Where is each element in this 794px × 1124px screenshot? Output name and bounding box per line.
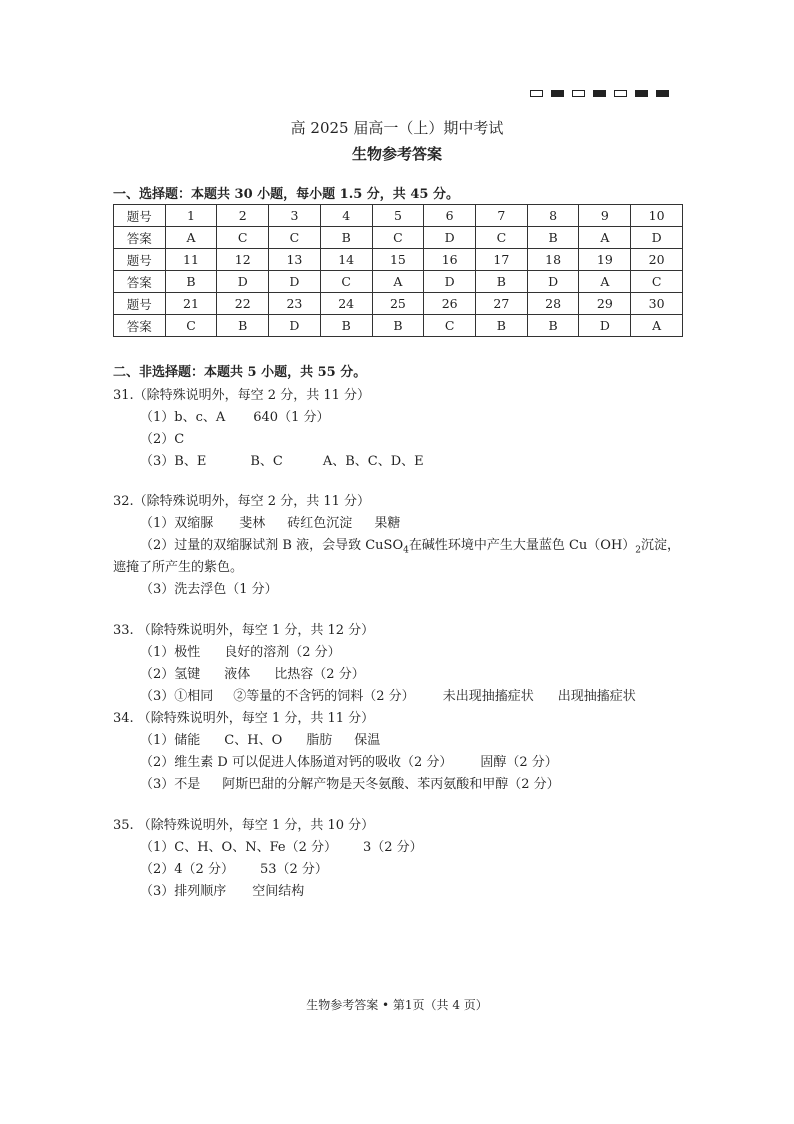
answer-table-cell: C [424, 315, 476, 337]
answer-table-cell: D [424, 227, 476, 249]
answer-table-cell: 20 [631, 249, 683, 271]
q32-title: 32.（除特殊说明外，每空 2 分，共 11 分） [113, 494, 371, 509]
answer-table-cell: 21 [165, 293, 217, 315]
answer-table-cell: 6 [424, 205, 476, 227]
q32-answer-1: （1）双缩脲 斐林 砖红色沉淀 果糖 [140, 516, 401, 531]
answer-table-cell: 30 [631, 293, 683, 315]
answer-table [113, 204, 683, 337]
q31-answer-1: （1）b、c、A 640（1 分） [140, 410, 330, 425]
answer-table-cell: 23 [269, 293, 321, 315]
answer-table-row-header: 题号 [114, 293, 166, 315]
barcode-mark [530, 90, 669, 98]
answer-table-row-header: 答案 [114, 271, 166, 293]
answer-table-row-header: 题号 [114, 249, 166, 271]
q33-answer-2: （2）氢键 液体 比热容（2 分） [140, 667, 365, 682]
answer-table-cell: B [476, 315, 528, 337]
document-subtitle: 生物参考答案 [351, 145, 442, 163]
answer-table-cell: 24 [320, 293, 372, 315]
answer-table-row-header: 答案 [114, 227, 166, 249]
q33-title: 33. （除特殊说明外，每空 1 分，共 12 分） [113, 623, 375, 638]
answer-table-cell: 7 [476, 205, 528, 227]
q34-answer-1: （1）储能 C、H、O 脂肪 保温 [140, 733, 381, 748]
answer-table-cell: C [631, 271, 683, 293]
answer-table-row [114, 271, 683, 293]
q34-answer-2: （2）维生素 D 可以促进人体肠道对钙的吸收（2 分） 固醇（2 分） [140, 755, 558, 770]
q35-answer-1: （1）C、H、O、N、Fe（2 分） 3（2 分） [140, 840, 423, 855]
answer-table-cell: 26 [424, 293, 476, 315]
section2-heading: 二、非选择题：本题共 5 小题，共 55 分。 [113, 365, 367, 380]
answer-table-cell: A [579, 227, 631, 249]
answer-table-cell: 3 [269, 205, 321, 227]
answer-table-cell: D [424, 271, 476, 293]
answer-table-row-header: 题号 [114, 205, 166, 227]
answer-table-cell: B [476, 271, 528, 293]
q35-title: 35. （除特殊说明外，每空 1 分，共 10 分） [113, 818, 375, 833]
q35-answer-3: （3）排列顺序 空间结构 [140, 884, 305, 899]
q33-answer-3: （3）①相同 ②等量的不含钙的饲料（2 分） 未出现抽搐症状 出现抽搐症状 [140, 689, 636, 704]
q32-answer-3: （3）洗去浮色（1 分） [140, 582, 278, 597]
answer-table-cell: 4 [320, 205, 372, 227]
page-footer: 生物参考答案 • 第1页（共 4 页） [306, 998, 488, 1012]
q31-title: 31.（除特殊说明外，每空 2 分，共 11 分） [113, 388, 371, 403]
answer-table-cell: D [527, 271, 579, 293]
answer-table-cell: 8 [527, 205, 579, 227]
answer-table-row [114, 249, 683, 271]
answer-table-cell: 19 [579, 249, 631, 271]
answer-table-cell: D [217, 271, 269, 293]
q33-answer-1: （1）极性 良好的溶剂（2 分） [140, 645, 341, 660]
answer-table-row [114, 315, 683, 337]
answer-table-cell: 16 [424, 249, 476, 271]
answer-table-cell: B [165, 271, 217, 293]
q32-answer-2: （2）过量的双缩脲试剂 B 液，会导致 CuSO$_4$在碱性环境中产生大量蓝色 $Cu(OH)_2$沉淀， [140, 538, 681, 556]
answer-table-cell: 25 [372, 293, 424, 315]
answer-table-cell: D [269, 271, 321, 293]
answer-table-cell: C [165, 315, 217, 337]
answer-table-cell: C [320, 271, 372, 293]
answer-table-cell: 13 [269, 249, 321, 271]
answer-table-cell: 14 [320, 249, 372, 271]
answer-table-cell: C [217, 227, 269, 249]
answer-table-cell: B [320, 227, 372, 249]
q34-title: 34. （除特殊说明外，每空 1 分，共 11 分） [113, 711, 375, 726]
answer-table-cell: 22 [217, 293, 269, 315]
answer-table-row [114, 205, 683, 227]
answer-table-cell: C [372, 227, 424, 249]
answer-table-cell: B [320, 315, 372, 337]
answer-table-cell: 2 [217, 205, 269, 227]
answer-table-cell: A [579, 271, 631, 293]
answer-table-cell: D [579, 315, 631, 337]
answer-table-cell: A [165, 227, 217, 249]
answer-table-cell: B [527, 227, 579, 249]
q34-answer-3: （3）不是 阿斯巴甜的分解产物是天冬氨酸、苯丙氨酸和甲醇（2 分） [140, 777, 560, 792]
answer-table-cell: A [372, 271, 424, 293]
answer-table-cell: D [631, 227, 683, 249]
answer-table-cell: D [269, 315, 321, 337]
answer-table-row-header: 答案 [114, 315, 166, 337]
answer-table-cell: 5 [372, 205, 424, 227]
answer-table-row [114, 293, 683, 315]
answer-table-cell: B [217, 315, 269, 337]
answer-table-cell: A [631, 315, 683, 337]
answer-table-cell: 11 [165, 249, 217, 271]
answer-table-cell: C [269, 227, 321, 249]
answer-table-cell: 17 [476, 249, 528, 271]
q32-answer-2-continued: 遮掩了所产生的紫色。 [113, 560, 244, 575]
answer-table-cell: B [372, 315, 424, 337]
answer-table-cell: 1 [165, 205, 217, 227]
answer-table-cell: 12 [217, 249, 269, 271]
q31-answer-2: （2）C [140, 432, 185, 447]
answer-table-row [114, 227, 683, 249]
answer-table-cell: 10 [631, 205, 683, 227]
answer-table-cell: 15 [372, 249, 424, 271]
answer-table-cell: 9 [579, 205, 631, 227]
document-title: 高 2025 届高一（上）期中考试 [290, 119, 504, 137]
answer-table-cell: 29 [579, 293, 631, 315]
answer-table-cell: C [476, 227, 528, 249]
q35-answer-2: （2）4（2 分） 53（2 分） [140, 862, 328, 877]
section1-heading: 一、选择题：本题共 30 小题，每小题 1.5 分，共 45 分。 [113, 187, 459, 202]
answer-table-cell: 18 [527, 249, 579, 271]
answer-table-cell: B [527, 315, 579, 337]
answer-table-cell: 28 [527, 293, 579, 315]
q31-answer-3: （3）B、E B、C A、B、C、D、E [140, 454, 424, 469]
answer-table-cell: 27 [476, 293, 528, 315]
